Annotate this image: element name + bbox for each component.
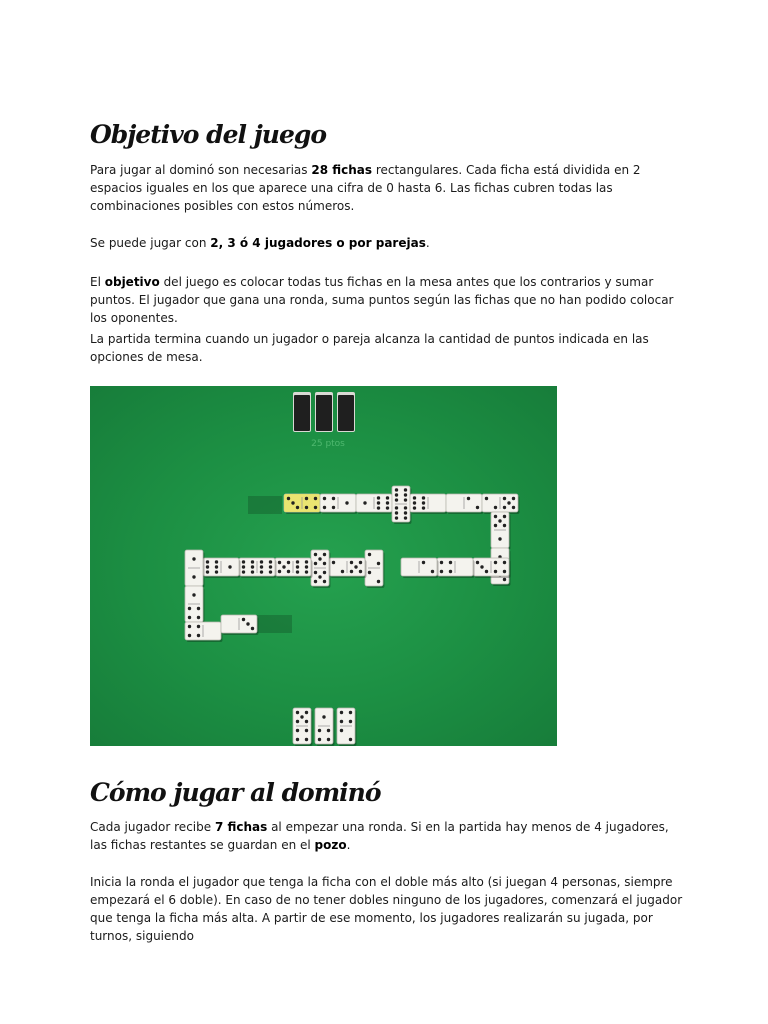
domino-tile <box>482 494 520 514</box>
text: del juego es colocar todas tus fichas en la mesa antes que los contrarios y sumar puntos. El jugador que gana una ronda, suma puntos según las fichas que no han podido colocar los oponentes. <box>90 275 674 325</box>
paragraph-inicio-ronda: Inicia la ronda el jugador que tenga la ficha con el doble más alto (si juegan 4 personas, siempre empezará el 6 doble). En caso de no tener dobles ninguno de los jugadores, comenzará el jugador que tenga la ficha más alta. A partir de ese momento, los jugadores realizarán su jugada, por turnos, siguiendo <box>90 875 683 943</box>
domino-tile <box>284 494 322 514</box>
paragraph-jugadores <box>90 234 686 252</box>
domino-board <box>90 386 557 746</box>
section-title-objetivo: Objetivo del juego <box>90 120 327 149</box>
domino-tile <box>410 494 448 514</box>
domino-tile <box>337 708 357 746</box>
domino-tile <box>185 586 205 624</box>
text: al empezar una ronda. Si en la partida hay menos de 4 jugadores, las fichas restantes se guardan en el <box>90 820 669 852</box>
domino-tile <box>221 615 259 635</box>
text: . <box>425 236 430 250</box>
domino-tile <box>329 558 367 578</box>
domino-tile <box>401 558 439 578</box>
domino-game-screenshot <box>90 386 557 746</box>
paragraph-reparto <box>90 818 686 854</box>
paragraph-objetivo <box>90 273 686 327</box>
domino-tile <box>203 558 241 578</box>
opponent-tile <box>315 392 333 432</box>
domino-tile <box>275 558 313 578</box>
domino-tile <box>437 558 475 578</box>
text: rectangulares. Cada ficha está dividida en 2 espacios iguales en los que aparece una cifra de 0 hasta 6. Las fichas cubren todas las combinaciones posibles con estos números. <box>90 163 641 213</box>
text: Cada jugador recibe <box>90 820 215 834</box>
domino-tile <box>311 550 331 588</box>
text: . <box>346 838 351 852</box>
domino-tile <box>365 550 385 588</box>
bold-text: 2, 3 ó 4 jugadores o por parejas <box>210 236 426 250</box>
domino-tile <box>320 494 358 514</box>
domino-tile <box>491 512 511 550</box>
paragraph-fichas <box>90 161 686 215</box>
bold-text: 7 fichas <box>214 820 268 834</box>
domino-tile <box>356 494 394 514</box>
text: Para jugar al dominó son necesarias <box>90 163 312 177</box>
domino-tile <box>446 494 484 514</box>
domino-tile <box>185 622 223 642</box>
text: El <box>90 275 105 289</box>
domino-tile <box>293 708 313 746</box>
domino-tile <box>392 486 412 524</box>
section-title-como-jugar: Cómo jugar al dominó <box>90 778 381 807</box>
bold-text: 28 fichas <box>311 163 373 177</box>
drop-target[interactable] <box>256 615 292 633</box>
paragraph-partida: La partida termina cuando un jugador o pareja alcanza la cantidad de puntos indicada en las opciones de mesa. <box>90 332 649 364</box>
bold-text: pozo <box>314 838 347 852</box>
domino-tile <box>473 558 511 578</box>
opponent-tile <box>337 392 355 432</box>
drop-target[interactable] <box>248 496 282 514</box>
bold-text: objetivo <box>104 275 160 289</box>
score-label: 25 ptos <box>311 439 345 449</box>
domino-tile <box>185 550 205 588</box>
text: Se puede jugar con <box>90 236 211 250</box>
opponent-tile <box>293 392 311 432</box>
domino-tile <box>315 708 335 746</box>
domino-tile <box>239 558 277 578</box>
